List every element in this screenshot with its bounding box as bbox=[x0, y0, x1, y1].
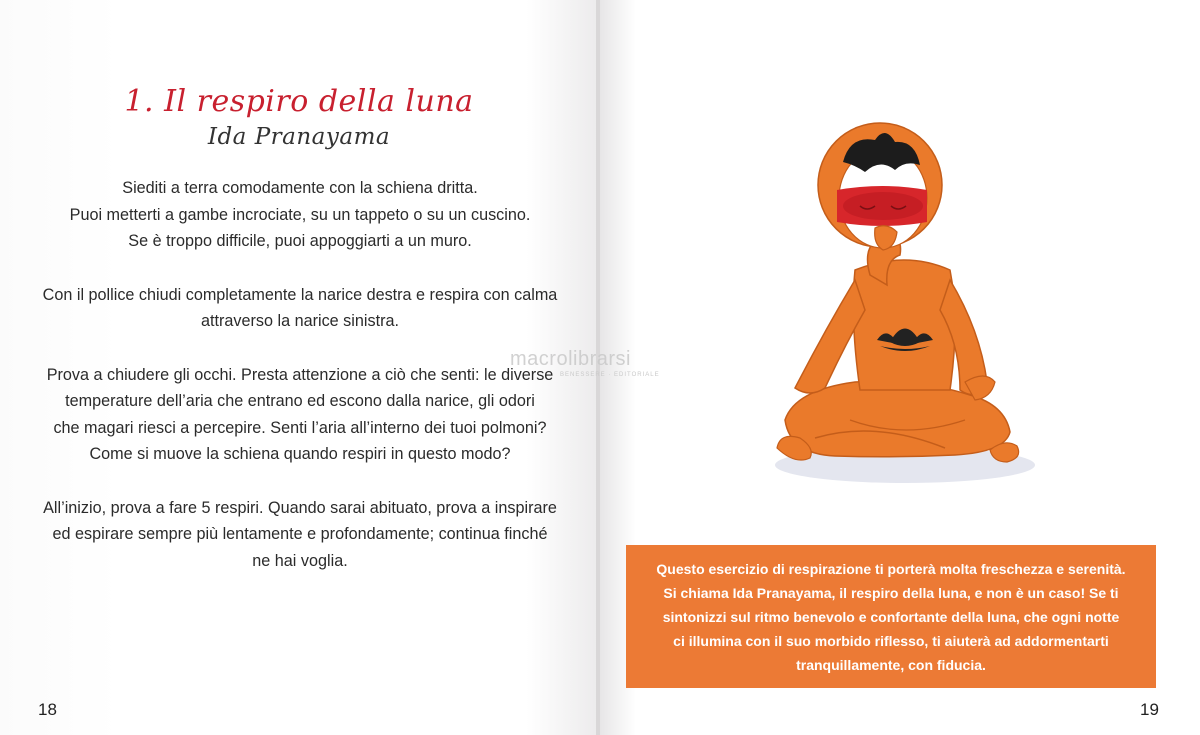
left-page bbox=[0, 0, 598, 735]
body-text bbox=[40, 175, 560, 601]
text-line: All’inizio, prova a fare 5 respiri. Quando sarai abituato, prova a inspirare bbox=[43, 498, 557, 517]
callout-line: Questo esercizio di respirazione ti porterà molta freschezza e serenità. bbox=[656, 561, 1126, 577]
text-line: ne hai voglia. bbox=[252, 551, 348, 570]
callout-line: Si chiama Ida Pranayama, il respiro della luna, e non è un caso! Se ti bbox=[663, 585, 1119, 601]
text-line: Con il pollice chiudi completamente la narice destra e respira con calma bbox=[42, 285, 558, 304]
text-line: Siediti a terra comodamente con la schiena dritta. bbox=[122, 179, 478, 197]
chapter-title: 1. Il respiro della luna bbox=[124, 84, 474, 119]
watermark-tagline: BENESSERE · EDITORIALE bbox=[560, 372, 660, 378]
text-line: attraverso la narice sinistra. bbox=[201, 312, 399, 330]
callout-line: ci illumina con il suo morbido riflesso, ti aiuterà ad addormentarti bbox=[673, 633, 1109, 649]
paragraph bbox=[40, 175, 560, 255]
text-line: ed espirare sempre più lentamente e profondamente; continua finché bbox=[52, 525, 548, 543]
watermark-text: macrolibrarsi bbox=[510, 348, 631, 370]
text-line: Se è troppo difficile, puoi appoggiarti a un muro. bbox=[128, 232, 472, 250]
meditating-child-illustration bbox=[755, 120, 1045, 500]
callout-line: sintonizzi sul ritmo benevolo e confortante della luna, che ogni notte bbox=[662, 609, 1120, 625]
callout-line: tranquillamente, con fiducia. bbox=[796, 657, 986, 673]
paragraph bbox=[40, 495, 560, 575]
text-line: Prova a chiudere gli occhi. Presta attenzione a ciò che senti: le diverse bbox=[46, 365, 554, 384]
text-line: Come si muove la schiena quando respiri in questo modo? bbox=[89, 445, 511, 463]
text-line: temperature dell’aria che entrano ed escono dalla narice, gli odori bbox=[65, 392, 535, 410]
text-line: che magari riesci a percepire. Senti l’aria all’interno dei tuoi polmoni? bbox=[53, 418, 547, 437]
title-block bbox=[0, 82, 598, 152]
chapter-subtitle: Ida Pranayama bbox=[207, 124, 391, 150]
page-number-left: 18 bbox=[38, 700, 57, 719]
page-number-right: 19 bbox=[1140, 700, 1159, 719]
paragraph bbox=[40, 362, 560, 468]
text-line: Puoi metterti a gambe incrociate, su un tappeto o su un cuscino. bbox=[69, 205, 531, 224]
callout-box bbox=[626, 545, 1156, 688]
paragraph bbox=[40, 282, 560, 335]
